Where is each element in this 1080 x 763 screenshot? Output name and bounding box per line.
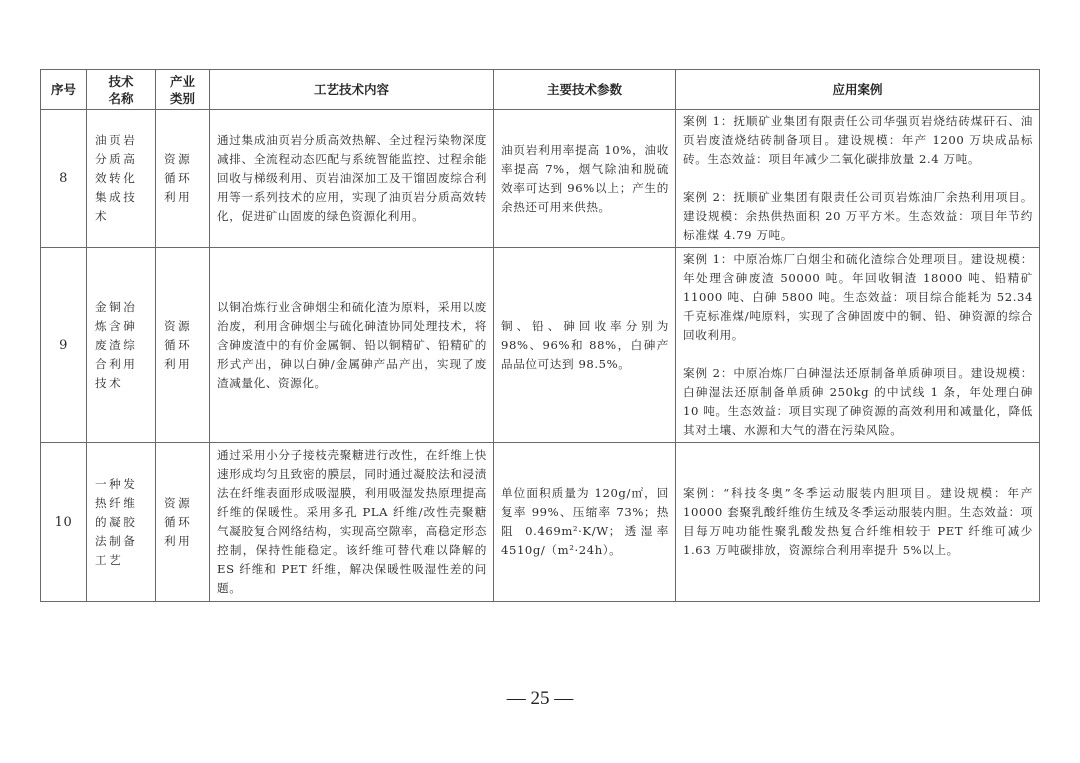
cell-params: 油页岩利用率提高 10%，油收率提高 7%，烟气除油和脱硫效率可达到 96%以上；产生的余热还可用来供热。 — [494, 110, 676, 248]
cell-category: 资源循环利用 — [156, 248, 210, 443]
cell-params: 铜、铅、砷回收率分别为 98%、96%和 88%，白砷产品品位可达到 98.5%。 — [494, 248, 676, 443]
cell-process: 通过采用小分子接枝壳聚糖进行改性，在纤维上快速形成均匀且致密的膜层，同时通过凝胶法和浸渍法在纤维表面形成吸湿膜，利用吸湿发热原理提高纤维的保暖性。采用多孔 PLA 纤维/改性壳聚糖气凝胶复合网络结构，实现高空隙率，高稳定形态控制，保持性能稳定。该纤维可替代难以降解的 ES 纤维和 PET 纤维，解决保暖性吸湿性差的问题。 — [210, 443, 494, 602]
case-item: 案例 2：抚顺矿业集团有限责任公司页岩炼油厂余热利用项目。建设规模：余热供热面积 20 万平方米。生态效益：项目年节约标准煤 4.79 万吨。 — [683, 190, 1033, 242]
header-name — [87, 70, 156, 110]
cell-cases — [676, 110, 1040, 248]
header-process: 工艺技术内容 — [210, 70, 494, 110]
case-spacer — [683, 345, 1033, 364]
header-no: 序号 — [41, 70, 87, 110]
table-row — [41, 110, 1040, 248]
table-header-row — [41, 70, 1040, 110]
cell-category: 资源循环利用 — [156, 443, 210, 602]
header-params: 主要技术参数 — [494, 70, 676, 110]
cell-no: 8 — [41, 110, 87, 248]
case-item: 案例：“科技冬奥”冬季运动服装内胆项目。建设规模：年产 10000 套聚乳酸纤维仿生绒及冬季运动服装内胆。生态效益：项目每万吨功能性聚乳酸发热复合纤维相较于 PET 纤维可减少 1.63 万吨碳排放，资源综合利用率提升 5%以上。 — [683, 486, 1033, 557]
cell-cases — [676, 443, 1040, 602]
table-row — [41, 443, 1040, 602]
cell-category: 资源循环利用 — [156, 110, 210, 248]
case-item: 案例 1：中原冶炼厂白烟尘和硫化渣综合处理项目。建设规模：年处理含砷废渣 50000 吨。年回收铜渣 18000 吨、铅精矿 11000 吨、白砷 5800 吨。生态效益：项目综合能耗为 52.34 千克标准煤/吨原料，实现了含砷固废中的铜、铅、砷资源的综合回收利用。 — [683, 252, 1033, 342]
cell-process: 以铜冶炼行业含砷烟尘和硫化渣为原料，采用以废治废，利用含砷烟尘与硫化砷渣协同处理技术，将含砷废渣中的有价金属铜、铅以铜精矿、铅精矿的形式产出，砷以白砷/金属砷产品产出，实现了废渣减量化、资源化。 — [210, 248, 494, 443]
case-item: 案例 1：抚顺矿业集团有限责任公司华强页岩烧结砖煤矸石、油页岩废渣烧结砖制备项目。建设规模：年产 1200 万块成品标砖。生态效益：项目年减少二氧化碳排放量 2.4 万吨。 — [683, 114, 1033, 166]
case-spacer — [683, 169, 1033, 188]
header-category-line1: 产业 — [169, 73, 195, 89]
cell-name: 一种发热纤维的凝胶法制备工艺 — [87, 443, 156, 602]
cell-name: 金铜冶炼含砷废渣综合利用技术 — [87, 248, 156, 443]
cell-no: 10 — [41, 443, 87, 602]
table-row — [41, 248, 1040, 443]
technology-table — [40, 69, 1040, 602]
cell-no: 9 — [41, 248, 87, 443]
cell-cases — [676, 248, 1040, 443]
header-name-line2: 名称 — [108, 90, 134, 106]
header-category — [156, 70, 210, 110]
cell-name: 油页岩分质高效转化集成技术 — [87, 110, 156, 248]
cell-params: 单位面积质量为 120g/㎡，回复率 99%、压缩率 73%；热阻 0.469m²·K/W；透湿率 4510g/（m²·24h）。 — [494, 443, 676, 602]
page-number: — 25 — — [506, 688, 574, 709]
header-name-line1: 技术 — [108, 73, 134, 89]
case-item: 案例 2：中原冶炼厂白砷湿法还原制备单质砷项目。建设规模：白砷湿法还原制备单质砷 250kg 的中试线 1 条，年处理白砷 10 吨。生态效益：项目实现了砷资源的高效利用和减量化，降低其对土壤、水源和大气的潜在污染风险。 — [683, 366, 1033, 437]
header-cases: 应用案例 — [676, 70, 1040, 110]
cell-process: 通过集成油页岩分质高效热解、全过程污染物深度减排、全流程动态匹配与系统智能监控、过程余能回收与梯级利用、页岩油深加工及干馏固废综合利用等一系列技术的应用，实现了油页岩分质高效转化，促进矿山固废的绿色资源化利用。 — [210, 110, 494, 248]
header-category-line2: 类别 — [169, 90, 195, 106]
